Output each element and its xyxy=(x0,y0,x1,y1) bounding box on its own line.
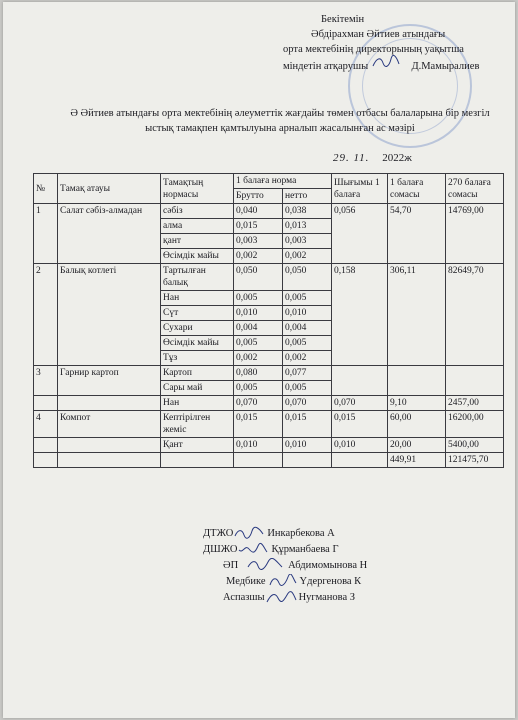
cell-yield: 0,015 xyxy=(332,411,388,438)
cell-sum-270 xyxy=(446,366,504,396)
date-handwritten: 29. 11. xyxy=(333,152,370,164)
document-page xyxy=(3,2,515,718)
cell-netto: 0,010 xyxy=(283,306,332,321)
cell-no: 2 xyxy=(34,264,58,366)
table-row xyxy=(34,438,504,453)
signature-row xyxy=(203,526,423,542)
cell-product: Тартылған балық xyxy=(161,264,234,291)
document-date xyxy=(333,152,412,164)
cell-product: Кептірілген жеміс xyxy=(161,411,234,438)
cell-empty xyxy=(283,453,332,468)
signatures-block xyxy=(203,526,423,606)
cell-dish-name xyxy=(58,438,161,453)
total-sum-270: 121475,70 xyxy=(446,453,504,468)
header-no: № xyxy=(34,174,58,204)
cell-netto: 0,003 xyxy=(283,234,332,249)
cell-sum-270: 82649,70 xyxy=(446,264,504,366)
header-sum-270: 270 балаға сомасы xyxy=(446,174,504,204)
cell-empty xyxy=(332,453,388,468)
cell-brutto: 0,005 xyxy=(234,336,283,351)
cell-brutto: 0,010 xyxy=(234,438,283,453)
cell-brutto: 0,005 xyxy=(234,381,283,396)
cell-brutto: 0,002 xyxy=(234,249,283,264)
signature-row xyxy=(203,590,423,606)
cell-sum-per-child: 9,10 xyxy=(388,396,446,411)
cell-netto: 0,005 xyxy=(283,291,332,306)
table-row xyxy=(34,204,504,219)
signature-icon xyxy=(238,560,288,572)
menu-table xyxy=(33,173,504,468)
cell-no: 4 xyxy=(34,411,58,438)
total-sum-per-child: 449,91 xyxy=(388,453,446,468)
cell-yield: 0,070 xyxy=(332,396,388,411)
cell-brutto: 0,015 xyxy=(234,219,283,234)
header-netto: нетто xyxy=(283,189,332,204)
cell-netto: 0,050 xyxy=(283,264,332,291)
cell-product: Өсімдік майы xyxy=(161,249,234,264)
totals-row xyxy=(34,453,504,468)
cell-netto: 0,002 xyxy=(283,249,332,264)
cell-product: Сүт xyxy=(161,306,234,321)
cell-brutto: 0,002 xyxy=(234,351,283,366)
cell-yield: 0,158 xyxy=(332,264,388,366)
director-name: Д.Мамыралиев xyxy=(411,61,480,72)
cell-sum-per-child: 54,70 xyxy=(388,204,446,264)
header-norm-per-child: 1 балаға норма xyxy=(234,174,332,189)
cell-product: Өсімдік майы xyxy=(161,336,234,351)
cell-product: Сухари xyxy=(161,321,234,336)
cell-sum-270: 16200,00 xyxy=(446,411,504,438)
cell-netto: 0,005 xyxy=(283,381,332,396)
approval-role: міндетін атқарушы xyxy=(283,61,369,72)
signature-icon xyxy=(265,592,299,604)
cell-netto: 0,005 xyxy=(283,336,332,351)
cell-product: Картоп xyxy=(161,366,234,381)
director-signature-icon xyxy=(371,57,405,69)
cell-product: сәбіз xyxy=(161,204,234,219)
cell-brutto: 0,070 xyxy=(234,396,283,411)
signature-name: Құрманбаева Г xyxy=(271,544,339,555)
cell-netto: 0,004 xyxy=(283,321,332,336)
cell-no: 1 xyxy=(34,204,58,264)
cell-netto: 0,015 xyxy=(283,411,332,438)
cell-product: Нан xyxy=(161,291,234,306)
header-yield: Шығымы 1 балаға xyxy=(332,174,388,204)
cell-netto: 0,070 xyxy=(283,396,332,411)
cell-empty xyxy=(58,453,161,468)
date-year: 2022ж xyxy=(382,152,412,164)
signature-name: Үдергенова К xyxy=(299,576,362,587)
cell-product: алма xyxy=(161,219,234,234)
signature-name: Нугманова З xyxy=(298,592,356,603)
cell-empty xyxy=(234,453,283,468)
cell-dish-name: Гарнир картоп xyxy=(58,366,161,396)
cell-yield xyxy=(332,366,388,396)
cell-product: Тұз xyxy=(161,351,234,366)
cell-no: 3 xyxy=(34,366,58,396)
cell-brutto: 0,004 xyxy=(234,321,283,336)
approval-line-2: орта мектебінің директорының уақытша xyxy=(283,44,464,55)
cell-product: қант xyxy=(161,234,234,249)
cell-sum-270: 14769,00 xyxy=(446,204,504,264)
cell-no xyxy=(34,438,58,453)
table-row xyxy=(34,264,504,291)
cell-dish-name xyxy=(58,396,161,411)
signature-name: Инкарбекова А xyxy=(267,528,335,539)
cell-yield: 0,010 xyxy=(332,438,388,453)
header-brutto: Брутто xyxy=(234,189,283,204)
cell-netto: 0,010 xyxy=(283,438,332,453)
cell-empty xyxy=(34,453,58,468)
table-row xyxy=(34,366,504,381)
cell-product: Нан xyxy=(161,396,234,411)
cell-dish-name: Балық котлеті xyxy=(58,264,161,366)
signature-role: ДШЖО xyxy=(203,544,238,555)
approval-line-1: Әбдірахман Әйтиев атындағы xyxy=(311,29,446,40)
cell-no xyxy=(34,396,58,411)
cell-netto: 0,013 xyxy=(283,219,332,234)
approval-block xyxy=(281,12,511,74)
cell-product: Сары май xyxy=(161,381,234,396)
signature-row xyxy=(203,574,423,590)
cell-sum-per-child: 20,00 xyxy=(388,438,446,453)
signature-row xyxy=(203,558,423,574)
cell-netto: 0,077 xyxy=(283,366,332,381)
cell-yield: 0,056 xyxy=(332,204,388,264)
cell-brutto: 0,040 xyxy=(234,204,283,219)
signature-row xyxy=(203,542,423,558)
cell-dish-name: Компот xyxy=(58,411,161,438)
signature-name: Абдимомынова Н xyxy=(288,560,368,571)
table-row xyxy=(34,396,504,411)
signature-icon xyxy=(266,576,300,588)
header-dish: Тамақ атауы xyxy=(58,174,161,204)
table-row xyxy=(34,411,504,438)
signature-role: ӘП xyxy=(223,560,239,571)
table-header-row xyxy=(34,174,504,189)
header-food-norm: Тамақтың нормасы xyxy=(161,174,234,204)
signature-icon xyxy=(233,528,267,540)
approval-heading: Бекітемін xyxy=(321,14,365,25)
cell-sum-per-child: 306,11 xyxy=(388,264,446,366)
cell-brutto: 0,080 xyxy=(234,366,283,381)
document-title: Ә Әйтиев атындағы орта мектебінің әлеуметтік жағдайы төмен отбасы балаларына бір мезгіл ыстық тамақпен қамтылуына арналып жасалынған ас мәзірі xyxy=(70,108,490,134)
approval-line-3 xyxy=(281,57,511,74)
cell-sum-per-child xyxy=(388,366,446,396)
signature-role: Медбике xyxy=(226,576,266,587)
signature-role: Аспазшы xyxy=(223,592,265,603)
header-sum-per-child: 1 балаға сомасы xyxy=(388,174,446,204)
cell-empty xyxy=(161,453,234,468)
cell-brutto: 0,050 xyxy=(234,264,283,291)
cell-netto: 0,002 xyxy=(283,351,332,366)
cell-brutto: 0,005 xyxy=(234,291,283,306)
cell-sum-per-child: 60,00 xyxy=(388,411,446,438)
signature-icon xyxy=(237,544,271,556)
cell-netto: 0,038 xyxy=(283,204,332,219)
cell-brutto: 0,010 xyxy=(234,306,283,321)
cell-product: Қант xyxy=(161,438,234,453)
cell-brutto: 0,003 xyxy=(234,234,283,249)
cell-sum-270: 2457,00 xyxy=(446,396,504,411)
cell-sum-270: 5400,00 xyxy=(446,438,504,453)
signature-role: ДТЖО xyxy=(203,528,234,539)
cell-brutto: 0,015 xyxy=(234,411,283,438)
cell-dish-name: Салат сәбіз-алмадан xyxy=(58,204,161,264)
